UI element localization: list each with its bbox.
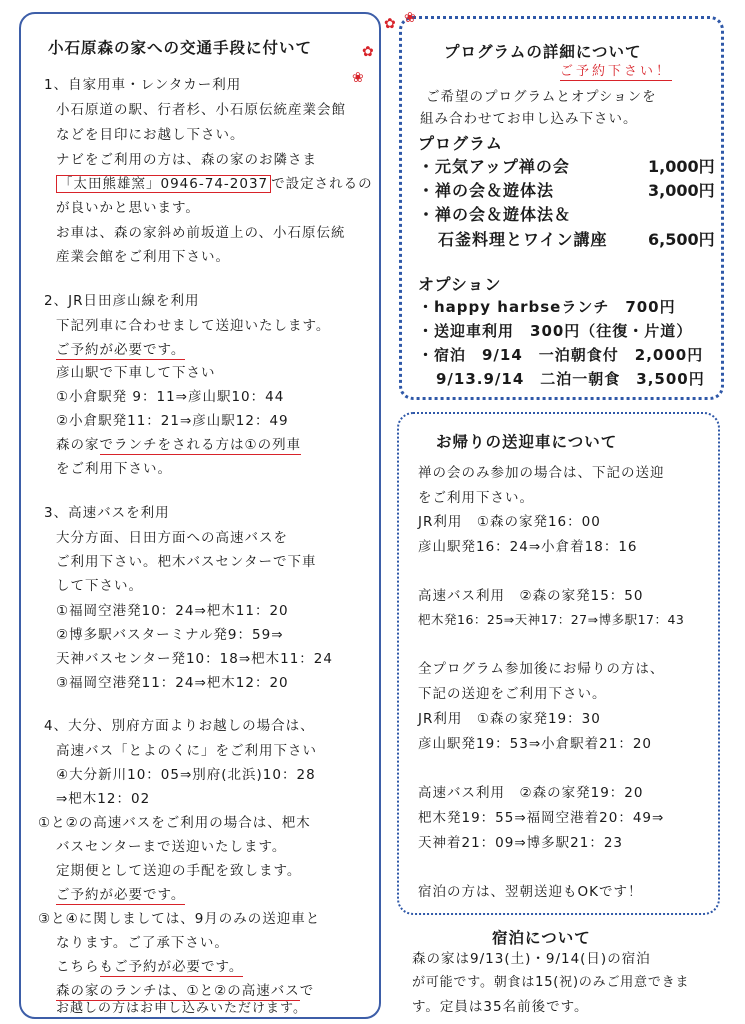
return-title: お帰りの送迎車について xyxy=(436,433,618,451)
underlined-text: ご予約下さい！ xyxy=(560,64,673,79)
text-line: ①と②の高速バスをご利用の場合は、杷木 xyxy=(38,815,311,831)
text-line: 大分方面、日田方面への高速バスを xyxy=(56,530,288,546)
text-line: が良いかと思います。 xyxy=(56,200,200,216)
train-schedule-1: ①小倉駅発 9：11⇒彦山駅10：44 xyxy=(56,389,285,405)
underlined-text: ご予約が必要です。 xyxy=(56,342,186,358)
stay-shuttle-note: 宿泊の方は、翌朝送迎もOKです！ xyxy=(418,884,643,900)
lunch-note xyxy=(56,982,314,1000)
bus-schedule-1: ①福岡空港発10：24⇒杷木11：20 xyxy=(56,603,289,619)
text-line: をご利用下さい。 xyxy=(418,490,534,506)
shuttle-schedule: 高速バス利用 ②森の家発15：50 xyxy=(418,588,644,604)
shuttle-schedule: JR利用 ①森の家発16：00 xyxy=(418,514,601,530)
text-fragment: こちら xyxy=(56,959,100,975)
text-line: す。定員は35名前後です。 xyxy=(412,999,589,1015)
section4-title: 4、大分、別府方面よりお越しの場合は、 xyxy=(44,718,315,734)
text-line: をご利用下さい。 xyxy=(56,461,172,477)
bus-schedule-2b: 天神バスセンター発10：18⇒杷木11：24 xyxy=(56,651,333,667)
shuttle-schedule: 彦山駅発19：53⇒小倉駅着21：20 xyxy=(418,736,653,752)
text-line: 下記列車に合わせまして送迎いたします。 xyxy=(56,318,331,334)
reservation-required-note xyxy=(56,341,185,359)
text-fragment: 森の家 xyxy=(56,437,100,453)
reservation-note xyxy=(56,958,243,976)
shuttle-schedule: JR利用 ①森の家発19：30 xyxy=(418,711,601,727)
text-line: 小石原道の駅、行者杉、小石原伝統産業会館 xyxy=(56,102,346,118)
shuttle-schedule: 高速バス利用 ②森の家発19：20 xyxy=(418,785,644,801)
reservation-required-note xyxy=(56,886,185,904)
text-fragment: で設定されるの xyxy=(271,176,373,192)
program-item-name: ・禅の会＆遊体法＆ xyxy=(418,205,572,224)
text-line: バスセンターまで送迎いたします。 xyxy=(56,839,287,855)
leaf-icon: ✿ xyxy=(362,44,374,60)
text-line: 禅の会のみ参加の場合は、下記の送迎 xyxy=(418,465,665,481)
lodging-title: 宿泊について xyxy=(492,929,591,947)
text-fragment: で xyxy=(299,983,315,999)
underlined-text: 森の家のランチは、①と②の高速バス xyxy=(56,983,300,999)
text-line: 高速バス「とよのくに」をご利用下さい xyxy=(56,743,317,759)
option-item: 9/13.9/14 二泊一朝食 3,500円 xyxy=(436,370,705,388)
text-line: 彦山駅で下車して下さい xyxy=(56,365,216,381)
text-line: 定期便として送迎の手配を致します。 xyxy=(56,863,302,879)
bus-schedule-4: ④大分新川10：05⇒別府(北浜)10：28 xyxy=(56,767,316,783)
program-heading: プログラム xyxy=(418,134,503,153)
program-item-name: ・元気アップ禅の会 xyxy=(418,157,570,176)
underlined-text: でランチをされる方は①の列車 xyxy=(99,437,302,453)
shuttle-schedule: 杷木発19：55⇒福岡空港着20：49⇒ xyxy=(418,810,665,826)
text-line: などを目印にお越し下さい。 xyxy=(56,127,245,143)
shuttle-schedule: 天神着21：09⇒博多駅21：23 xyxy=(418,835,624,851)
option-item: ・送迎車利用 300円（往復・片道） xyxy=(418,322,693,340)
program-item-price: 1,000円 xyxy=(648,157,715,176)
underlined-text: もご予約が必要です。 xyxy=(99,959,244,975)
bus-schedule-3: ③福岡空港発11：24⇒杷木12：20 xyxy=(56,675,289,691)
text-line: 全プログラム参加後にお帰りの方は、 xyxy=(418,661,665,677)
text-line: ご希望のプログラムとオプションを xyxy=(426,89,657,105)
option-heading: オプション xyxy=(418,275,502,294)
program-item-name: 石釜料理とワイン講座 xyxy=(438,230,608,249)
section3-title: 3、高速バスを利用 xyxy=(44,505,170,521)
text-line: が可能です。朝食は15(祝)のみご用意できま xyxy=(412,975,690,990)
shuttle-schedule: 彦山駅発16：24⇒小倉着18：16 xyxy=(418,539,638,555)
leaf-icon: ❀ xyxy=(352,70,364,86)
nav-line xyxy=(56,175,373,193)
access-title: 小石原森の家への交通手段に付いて xyxy=(48,39,313,57)
leaf-icon: ❀ xyxy=(404,10,416,26)
text-line: ③と④に関しましては、9月のみの送迎車と xyxy=(38,911,321,927)
option-item: ・宿泊 9/14 一泊朝食付 2,000円 xyxy=(418,346,704,364)
text-line: 下記の送迎をご利用下さい。 xyxy=(418,686,607,702)
bus-schedule-2: ②博多駅バスターミナル発9：59⇒ xyxy=(56,627,284,643)
program-item-name: ・禅の会＆遊体法 xyxy=(418,181,555,200)
shuttle-schedule: 杷木発16：25⇒天神17：27⇒博多駅17：43 xyxy=(418,612,685,627)
text-line: ナビをご利用の方は、森の家のお隣さま xyxy=(56,152,317,168)
text-line: お車は、森の家斜め前坂道上の、小石原伝統 xyxy=(56,225,346,241)
program-title: プログラムの詳細について xyxy=(444,43,642,61)
text-line: 森の家は9/13(土)・9/14(日)の宿泊 xyxy=(412,951,651,967)
text-line: 産業会館をご利用下さい。 xyxy=(56,249,230,265)
text-line: なります。ご了承下さい。 xyxy=(56,935,229,951)
reserve-please-note xyxy=(560,63,672,81)
program-item-price: 6,500円 xyxy=(648,230,715,249)
bus-schedule-4b: ⇒杷木12：02 xyxy=(56,791,151,807)
nav-phone-highlight: 「太田熊雄窯」0946-74-2037 xyxy=(56,175,271,193)
text-line: して下さい。 xyxy=(56,578,143,594)
text-line: 組み合わせてお申し込み下さい。 xyxy=(420,111,638,127)
program-item-price: 3,000円 xyxy=(648,181,715,200)
section2-title: 2、JR日田彦山線を利用 xyxy=(44,293,200,309)
lunch-note xyxy=(56,436,301,454)
underlined-text: ご予約が必要です。 xyxy=(56,887,186,903)
leaf-icon: ✿ xyxy=(384,16,396,32)
section1-title: 1、自家用車・レンタカー利用 xyxy=(44,77,242,93)
text-line: お越しの方はお申し込みいただけます。 xyxy=(56,1001,307,1016)
train-schedule-2: ②小倉駅発11：21⇒彦山駅12：49 xyxy=(56,413,289,429)
option-item: ・happy harbseランチ 700円 xyxy=(418,298,676,316)
text-line: ご利用下さい。杷木バスセンターで下車 xyxy=(56,554,317,570)
